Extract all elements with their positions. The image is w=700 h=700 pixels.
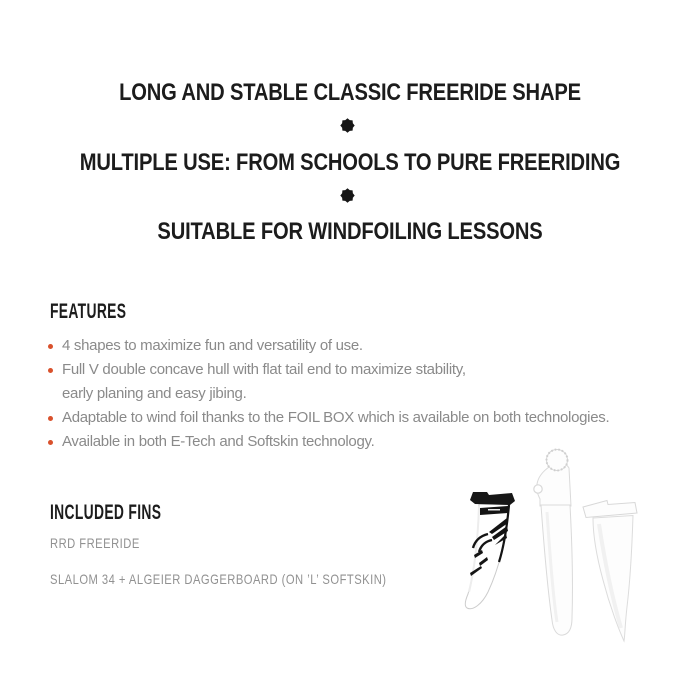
bullet-dot-icon <box>48 440 53 445</box>
feature-text: Available in both E-Tech and Softskin technology. <box>62 433 375 450</box>
scribble-dot-icon <box>340 118 355 133</box>
feature-item <box>48 406 609 430</box>
included-fins-line <box>50 534 162 552</box>
algeier-daggerboard-fin <box>534 450 573 636</box>
fins-product-image <box>452 442 652 652</box>
feature-text: Adaptable to wind foil thanks to the FOIL BOX which is available on both technologies. <box>62 409 610 426</box>
freeride-fin <box>465 492 515 609</box>
scribble-dot-icon <box>340 188 355 203</box>
feature-item <box>48 334 609 358</box>
feature-item <box>48 358 609 406</box>
included-fins-line-text: SLALOM 34 + ALGEIER DAGGERBOARD (ON ’L’ SOFTSKIN) <box>50 571 387 587</box>
feature-text: 4 shapes to maximize fun and versatility of use. <box>62 337 363 354</box>
headline-3: SUITABLE FOR WINDFOILING LESSONS <box>157 218 543 245</box>
headline-1: LONG AND STABLE CLASSIC FREERIDE SHAPE <box>119 79 581 106</box>
feature-text-line: early planing and easy jibing. <box>62 385 247 402</box>
features-heading-label: FEATURES <box>50 300 127 323</box>
feature-text-line: Full V double concave hull with flat tail end to maximize stability, <box>62 361 466 378</box>
bullet-dot-icon <box>48 416 53 421</box>
bullet-dot-icon <box>48 344 53 349</box>
included-fins-line <box>50 570 471 588</box>
included-fins-heading-label: INCLUDED FINS <box>50 501 162 524</box>
feature-text <box>62 358 466 406</box>
headline-2: MULTIPLE USE: FROM SCHOOLS TO PURE FREERIDING <box>79 149 621 176</box>
bullet-dot-icon <box>48 368 53 373</box>
included-fins-heading <box>50 502 219 524</box>
included-fins-line-text: RRD FREERIDE <box>50 535 140 551</box>
features-heading <box>50 301 166 323</box>
slalom-fin <box>583 501 637 642</box>
features-list <box>48 334 609 454</box>
